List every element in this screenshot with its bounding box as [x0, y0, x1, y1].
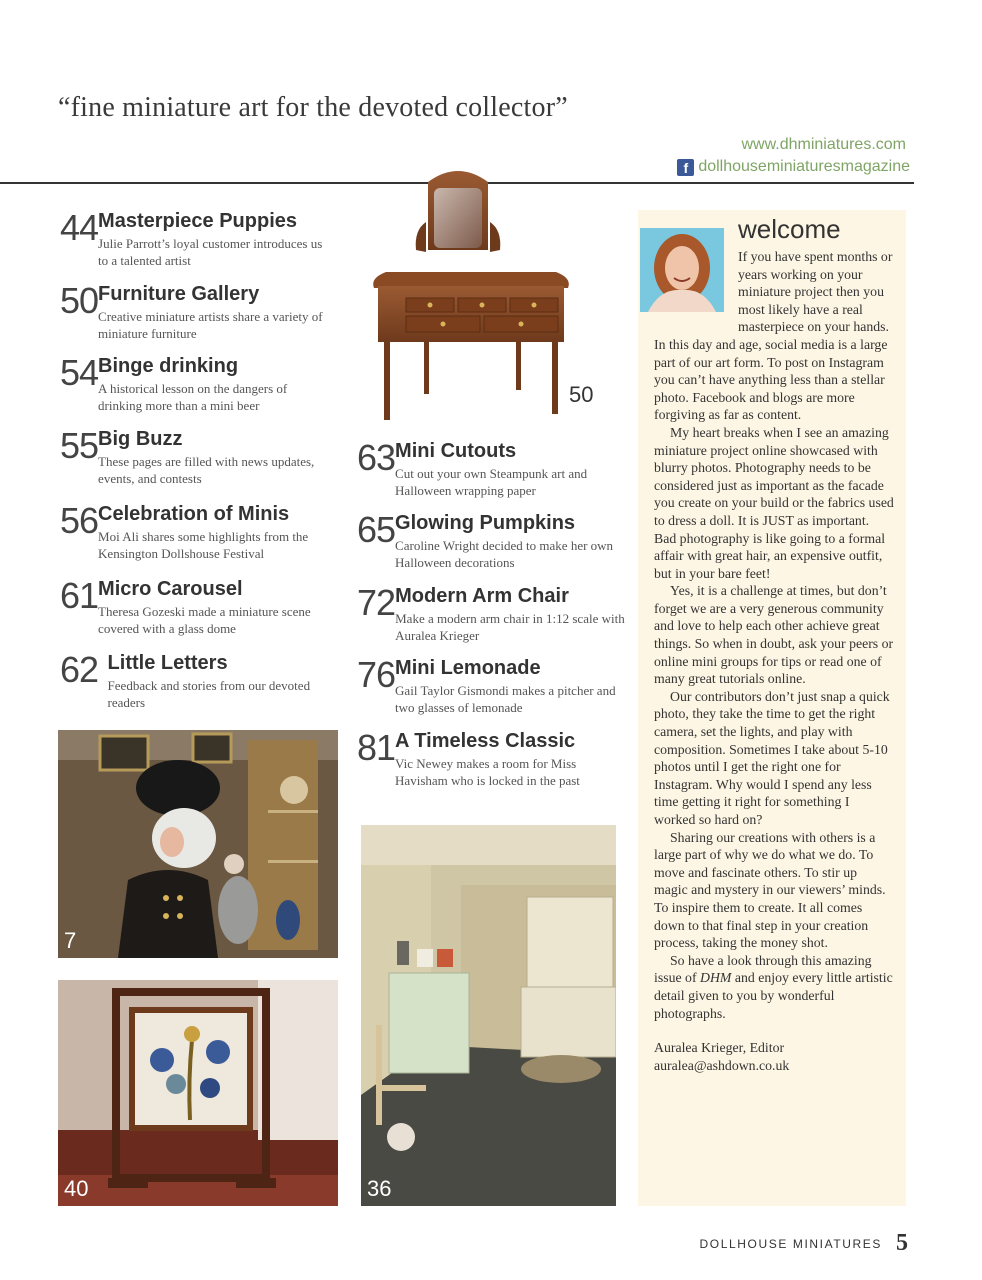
welcome-sidebar — [638, 210, 906, 1206]
toc-page-number: 81 — [357, 727, 396, 768]
toc-entry[interactable] — [357, 509, 627, 571]
toc-entry[interactable] — [60, 649, 330, 711]
toc-description: Gail Taylor Gismondi makes a pitcher and two glasses of lemonade — [395, 683, 616, 715]
toc-description: Julie Parrott’s loyal customer introduces us to a talented artist — [98, 236, 323, 268]
kitchen-photo — [361, 825, 616, 1206]
website-link[interactable]: www.dhminiatures.com — [741, 136, 906, 153]
photo-page-number: 36 — [367, 1176, 392, 1201]
toc-page-number: 50 — [60, 280, 99, 321]
toc-page-number: 72 — [357, 582, 396, 623]
toc-entry[interactable] — [60, 500, 330, 562]
letter-paragraph: My heart breaks when I see an amazing miniature project online showcased with blurry photos. Photography needs to be considered just as important as the facade you create on your build or the fabrics used to dress a doll. It is JUST as important. Bad photography is like going to a formal affair with great hair, an expensive outfit, but in your bare feet! — [654, 424, 894, 581]
magazine-name: DOLLHOUSE MINIATURES — [699, 1237, 882, 1251]
toc-description: Make a modern arm chair in 1:12 scale with Auralea Krieger — [395, 611, 625, 643]
toc-title: Big Buzz — [98, 428, 183, 450]
toc-entry[interactable] — [357, 654, 627, 716]
doll-photo — [58, 730, 338, 958]
toc-description: A historical lesson on the dangers of drinking more than a mini beer — [98, 381, 288, 413]
letter-paragraph: If you have spent months or years working on your miniature project then you most likely have a real masterpiece on your hands. In this day and age, social media is a large part of our art form. To post on Instagram you can’t have anything less than a stellar photo. Facebook and blogs are more forgiving as far as content. — [654, 249, 893, 423]
toc-title: Binge drinking — [98, 355, 239, 377]
toc-page-number: 76 — [357, 654, 396, 695]
toc-entry[interactable] — [357, 582, 627, 644]
toc-description: Theresa Gozeski made a miniature scene covered with a glass dome — [98, 604, 311, 636]
vanity-photo — [366, 160, 601, 425]
letter-paragraph: So have a look through this amazing issue of DHM and enjoy every little artistic detail given to you by wonderful photographs. — [654, 952, 893, 1021]
toc-title: Mini Lemonade — [395, 657, 541, 679]
toc-title: Masterpiece Puppies — [98, 210, 298, 232]
editor-signature: Auralea Krieger, Editor — [654, 1040, 785, 1056]
toc-page-number: 63 — [357, 437, 396, 478]
toc-description: Moi Ali shares some highlights from the Kensington Dollshouse Festival — [98, 529, 309, 561]
editor-letter — [654, 248, 894, 1074]
toc-entry[interactable] — [357, 727, 627, 789]
toc-description: Caroline Wright decided to make her own Halloween decorations — [395, 538, 614, 570]
toc-title: Modern Arm Chair — [395, 585, 569, 607]
toc-entry[interactable] — [60, 425, 330, 487]
toc-page-number: 44 — [60, 207, 99, 248]
toc-page-number: 55 — [60, 425, 99, 466]
welcome-title: welcome — [738, 214, 841, 244]
toc-title: Micro Carousel — [98, 578, 243, 600]
toc-entry[interactable] — [357, 437, 627, 499]
facebook-link[interactable] — [677, 158, 910, 176]
toc-page-number: 62 — [60, 649, 99, 690]
toc-description: These pages are filled with news updates, events, and contests — [98, 454, 315, 486]
facebook-handle: dollhouseminiaturesmagazine — [698, 158, 910, 175]
toc-page-number: 61 — [60, 575, 99, 616]
toc-description: Cut out your own Steampunk art and Halloween wrapping paper — [395, 466, 588, 498]
photo-page-number: 40 — [64, 1176, 89, 1201]
letter-paragraph: Sharing our creations with others is a large part of why we do what we do. To move and fascinate others. To stir up magic and mystery in our viewers’ minds. To inspire them to create. It all comes down to that final step in your creation process, taking the money shot. — [654, 829, 886, 951]
photo-page-number: 7 — [64, 928, 77, 953]
editor-email-link[interactable]: auralea@ashdown.co.uk — [654, 1057, 790, 1073]
toc-title: Mini Cutouts — [395, 440, 517, 462]
letter-paragraph: Our contributors don’t just snap a quick photo, they take the time to get the right camera, set the lights, and play with composition. Sometimes I take about 5-10 photos until I get the right one for Instagram. Why would I spend any less time getting it right for something I worked so hard on? — [654, 688, 890, 827]
toc-entry[interactable] — [60, 575, 330, 637]
toc-title: Furniture Gallery — [98, 283, 260, 305]
toc-description: Feedback and stories from our devoted readers — [107, 678, 311, 710]
toc-title: Celebration of Minis — [98, 503, 290, 525]
toc-title: Glowing Pumpkins — [395, 512, 576, 534]
photo-page-number: 50 — [569, 382, 594, 407]
page-number: 5 — [896, 1230, 908, 1256]
toc-entry[interactable] — [60, 352, 330, 414]
toc-title: Little Letters — [107, 652, 228, 674]
fire-screen-photo — [58, 980, 338, 1206]
toc-entry[interactable] — [60, 280, 330, 342]
toc-description: Vic Newey makes a room for Miss Havisham who is locked in the past — [395, 756, 580, 788]
magazine-abbrev: DHM — [700, 970, 732, 986]
facebook-icon: f — [677, 159, 694, 176]
letter-paragraph: Yes, it is a challenge at times, but don’t forget we are a very generous community and love to help each other achieve great things. So when in doubt, ask your peers or online mini groups for tips or read one of many great tutorials online. — [654, 583, 894, 687]
toc-page-number: 54 — [60, 352, 99, 393]
tagline: “fine miniature art for the devoted collector” — [58, 92, 568, 123]
toc-title: A Timeless Classic — [395, 730, 576, 752]
toc-entry[interactable] — [60, 207, 330, 269]
toc-page-number: 65 — [357, 509, 396, 550]
toc-description: Creative miniature artists share a variety of miniature furniture — [98, 309, 323, 341]
toc-page-number: 56 — [60, 500, 99, 541]
